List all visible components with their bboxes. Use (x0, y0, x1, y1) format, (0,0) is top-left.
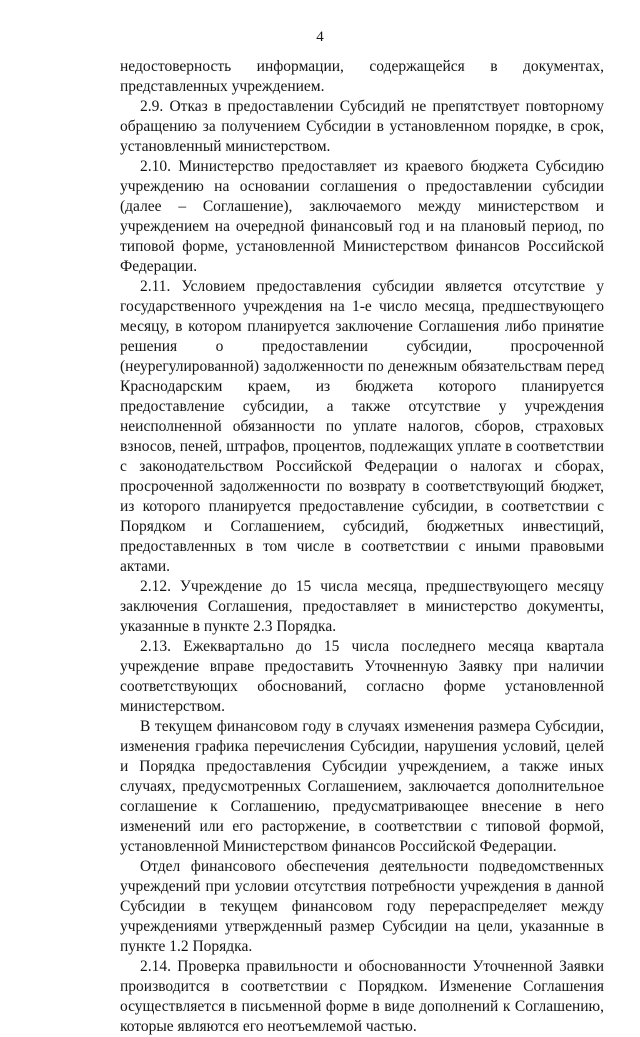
paragraph-p4: 2.12. Учреждение до 15 числа месяца, предшествующего месяцу заключения Соглашения, предоставляет в министерство документы, указанные в пункте 2.3 Порядка. (120, 578, 604, 635)
paragraph-p6: В текущем финансовом году в случаях изменения размера Субсидии, изменения графика перечисления Субсидии, нарушения условий, целей и Порядка предоставления Субсидии учреждением, а также иных случаях, предусмотренных Соглашением, заключается дополнительное соглашение к Соглашению, предусматривающее внесение в него изменений или его расторжение, в соответствии с типовой формой, установленной Министерством финансов Российской Федерации. (120, 718, 604, 855)
page-number: 4 (316, 29, 324, 45)
paragraph-p5: 2.13. Ежеквартально до 15 числа последнего месяца квартала учреждение вправе предоставить Уточненную Заявку при наличии соответствующих обоснований, согласно форме установленной министерством. (120, 638, 604, 715)
paragraph-p7: Отдел финансового обеспечения деятельности подведомственных учреждений при условии отсутствия потребности учреждения в данной Субсидии в текущем финансовом году перераспределяет между учреждениями утвержденный размер Субсидии на цели, указанные в пункте 1.2 Порядка. (120, 858, 604, 955)
paragraph-p1: 2.9. Отказ в предоставлении Субсидий не препятствует повторному обращению за получением Субсидии в установленном порядке, в срок, установленный министерством. (120, 98, 604, 155)
paragraph-p3: 2.11. Условием предоставления субсидии является отсутствие у государственного учреждения на 1-е число месяца, предшествующего месяцу, в котором планируется заключение Соглашения либо принятие решения о предоставлении субсидии, просроченной (неурегулированной) задолженности по денежным обязательствам перед Краснодарским краем, из бюджета которого планируется предоставление субсидии, а также отсутствие у учреждения неисполненной обязанности по уплате налогов, сборов, страховых взносов, пеней, штрафов, процентов, подлежащих уплате в соответствии с законодательством Российской Федерации о налогах и сборах, просроченной задолженности по возврату в соответствующий бюджет, из которого планируется предоставление субсидии, в соответствии с Порядком и Соглашением, субсидий, бюджетных инвестиций, предоставленных в том числе в соответствии с иными правовыми актами. (120, 278, 604, 575)
body-text (120, 57, 604, 1037)
paragraph-p8: 2.14. Проверка правильности и обоснованности Уточненной Заявки производится в соответствии с Порядком. Изменение Соглашения осуществляется в письменной форме в виде дополнений к Соглашению, которые являются его неотъемлемой частью. (120, 958, 604, 1035)
paragraph-p2: 2.10. Министерство предоставляет из краевого бюджета Субсидию учреждению на основании соглашения о предоставлении субсидии (далее – Соглашение), заключаемого между министерством и учреждением на очередной финансовый год и на плановый период, по типовой форме, установленной Министерством финансов Российской Федерации. (120, 158, 604, 275)
paragraph-p0: недостоверность информации, содержащейся в документах, представленных учреждением. (120, 58, 604, 95)
